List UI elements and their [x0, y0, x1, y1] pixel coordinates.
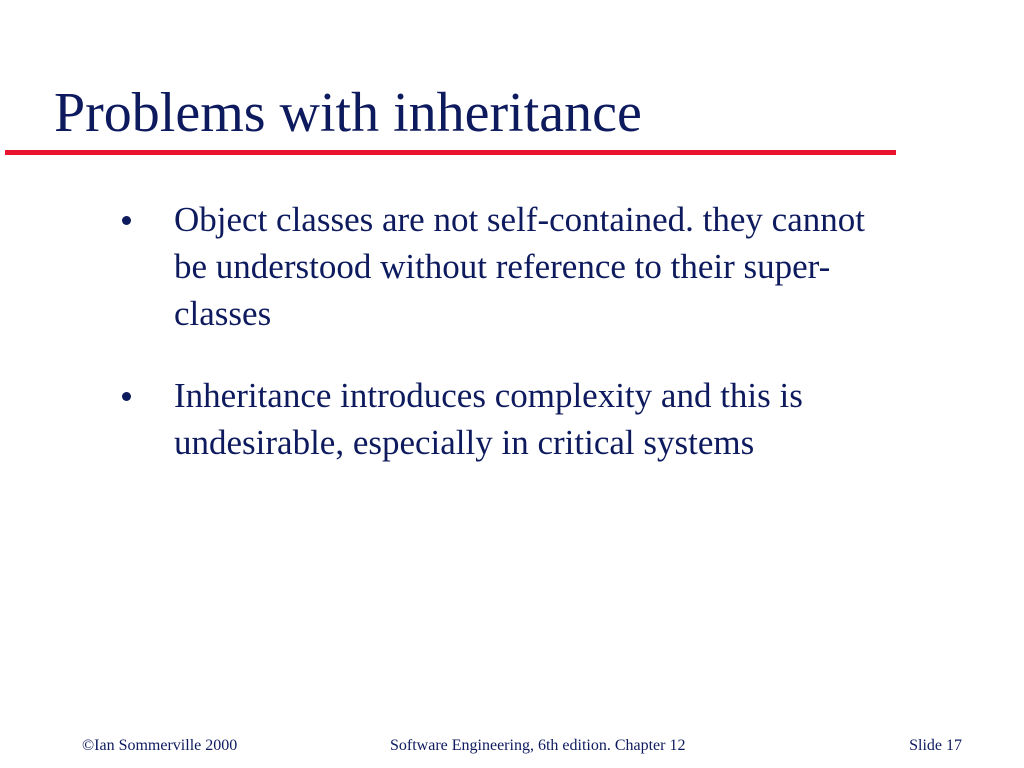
bullet-line: undesirable, especially in critical systems — [174, 423, 755, 462]
bullet-text — [174, 196, 974, 337]
slide-footer — [0, 736, 1024, 760]
bullet-line: classes — [174, 294, 272, 333]
bullet-line: be understood without reference to their super- — [174, 247, 831, 286]
footer-book-title: Software Engineering, 6th edition. Chapter 12 — [390, 737, 686, 754]
bullet-line: Inheritance introduces complexity and this is — [174, 376, 803, 415]
footer-copyright: ©Ian Sommerville 2000 — [82, 737, 238, 754]
bullet-line: Object classes are not self-contained. they cannot — [174, 200, 865, 239]
bullet-icon — [122, 216, 131, 225]
slide-title: Problems with inheritance — [54, 82, 642, 144]
bullet-icon — [122, 392, 131, 401]
bullet-text — [174, 372, 974, 466]
footer-slide-number: Slide 17 — [909, 737, 962, 754]
title-underline — [5, 150, 896, 155]
